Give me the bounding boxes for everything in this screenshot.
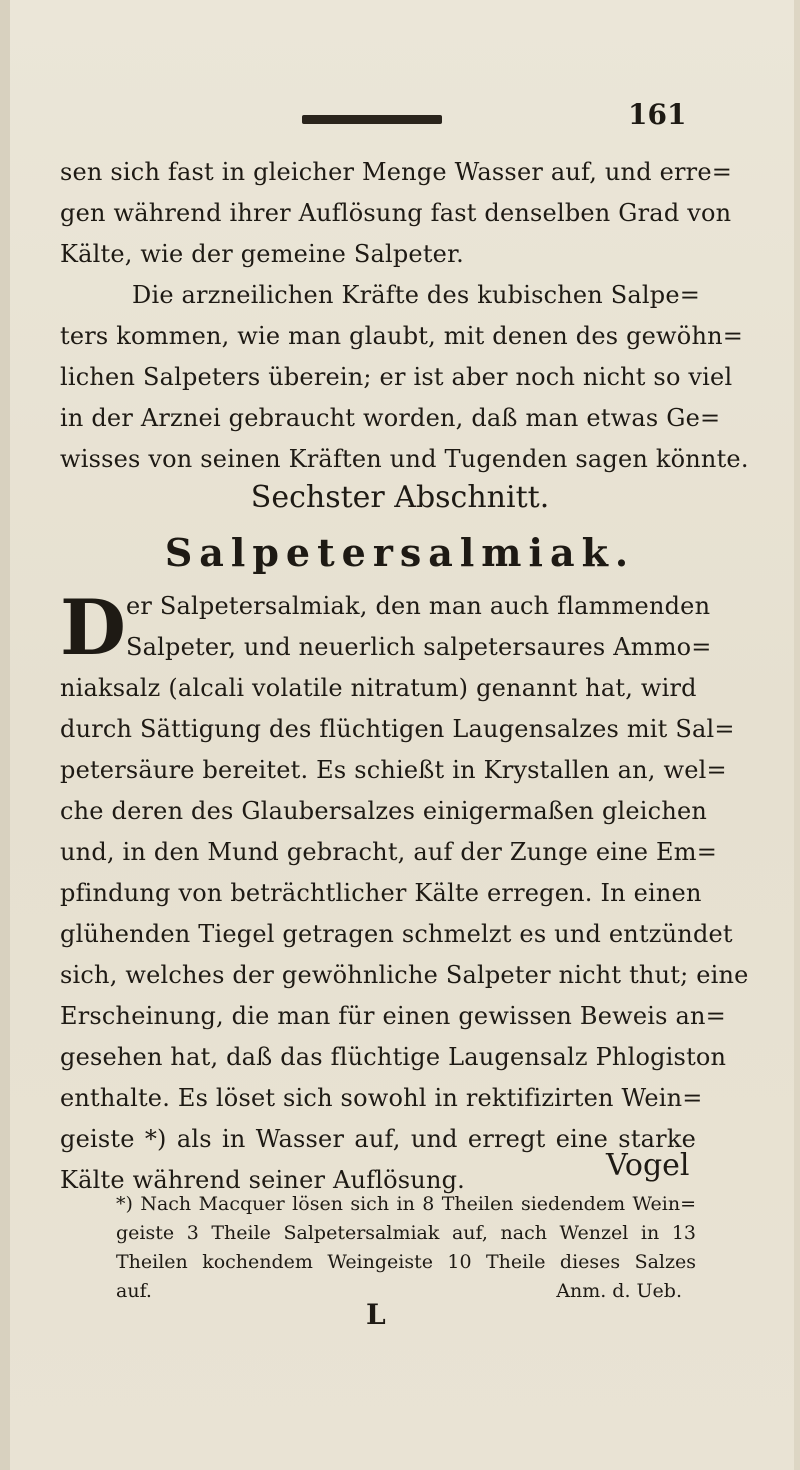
text-line: Salpeter, und neuerlich salpetersaures Ammo= <box>126 633 712 661</box>
drop-cap: D <box>60 583 126 672</box>
page-edge-right <box>794 0 800 1470</box>
text-line: sen sich fast in gleicher Menge Wasser auf, und erre= <box>60 158 733 186</box>
text-line: petersäure bereitet. Es schießt in Krystallen an, wel= <box>60 756 727 784</box>
text-line: in der Arznei gebraucht worden, daß man etwas Ge= <box>60 404 721 432</box>
signature-mark: L <box>366 1298 386 1331</box>
text-line: pfindung von beträchtlicher Kälte erregen. In einen <box>60 879 702 907</box>
page-number: 161 <box>628 98 687 131</box>
text-line: lichen Salpeters überein; er ist aber noch nicht so viel <box>60 363 733 391</box>
text-line: Die arzneilichen Kräfte des kubischen Salpe= <box>132 281 701 309</box>
text-line: niaksalz (alcali volatile nitratum) genannt hat, wird <box>60 674 697 702</box>
footnote-attribution: Anm. d. Ueb. <box>556 1280 682 1302</box>
section-heading: Sechster Abschnitt. <box>250 480 550 515</box>
header-ornament <box>302 115 442 124</box>
text-line: geiste *) als in Wasser auf, und erregt eine starke <box>60 1125 696 1153</box>
text-line: che deren des Glaubersalzes einigermaßen gleichen <box>60 797 708 825</box>
catchword: Vogel <box>606 1148 690 1183</box>
page-header <box>0 98 800 138</box>
text-line: glühenden Tiegel getragen schmelzt es und entzündet <box>60 920 733 948</box>
text-line: ters kommen, wie man glaubt, mit denen des gewöhn= <box>60 322 744 350</box>
footnote-end: auf. <box>116 1280 152 1302</box>
text-line: durch Sättigung des flüchtigen Laugensalzes mit Sal= <box>60 715 735 743</box>
text-line: Erscheinung, die man für einen gewissen Beweis an= <box>60 1002 726 1030</box>
text-line: und, in den Mund gebracht, auf der Zunge eine Em= <box>60 838 718 866</box>
text-line: gen während ihrer Auflösung fast denselben Grad von <box>60 199 732 227</box>
footnote <box>116 1190 696 1306</box>
footnote-line: *) Nach Macquer lösen sich in 8 Theilen siedendem Wein= <box>116 1193 696 1215</box>
text-line: Kälte, wie der gemeine Salpeter. <box>60 240 464 268</box>
section-title: Salpetersalmiak. <box>164 530 636 575</box>
body-text-top <box>60 152 749 480</box>
text-line: gesehen hat, daß das flüchtige Laugensalz Phlogiston <box>60 1043 727 1071</box>
footnote-line: geiste 3 Theile Salpetersalmiak auf, nach Wenzel in 13 <box>116 1222 696 1244</box>
page-edge-left <box>0 0 10 1470</box>
text-line: Kälte während seiner Auflösung. <box>60 1166 466 1194</box>
footnote-line: Theilen kochendem Weingeiste 10 Theile dieses Salzes <box>116 1251 696 1273</box>
body-text-main <box>60 583 749 1201</box>
text-line: wisses von seinen Kräften und Tugenden sagen könnte. <box>60 445 749 473</box>
text-line: enthalte. Es löset sich sowohl in rektifizirten Wein= <box>60 1084 703 1112</box>
text-line: er Salpetersalmiak, den man auch flammenden <box>126 592 711 620</box>
text-line: sich, welches der gewöhnliche Salpeter nicht thut; eine <box>60 961 749 989</box>
footnote-last-line <box>116 1277 696 1306</box>
